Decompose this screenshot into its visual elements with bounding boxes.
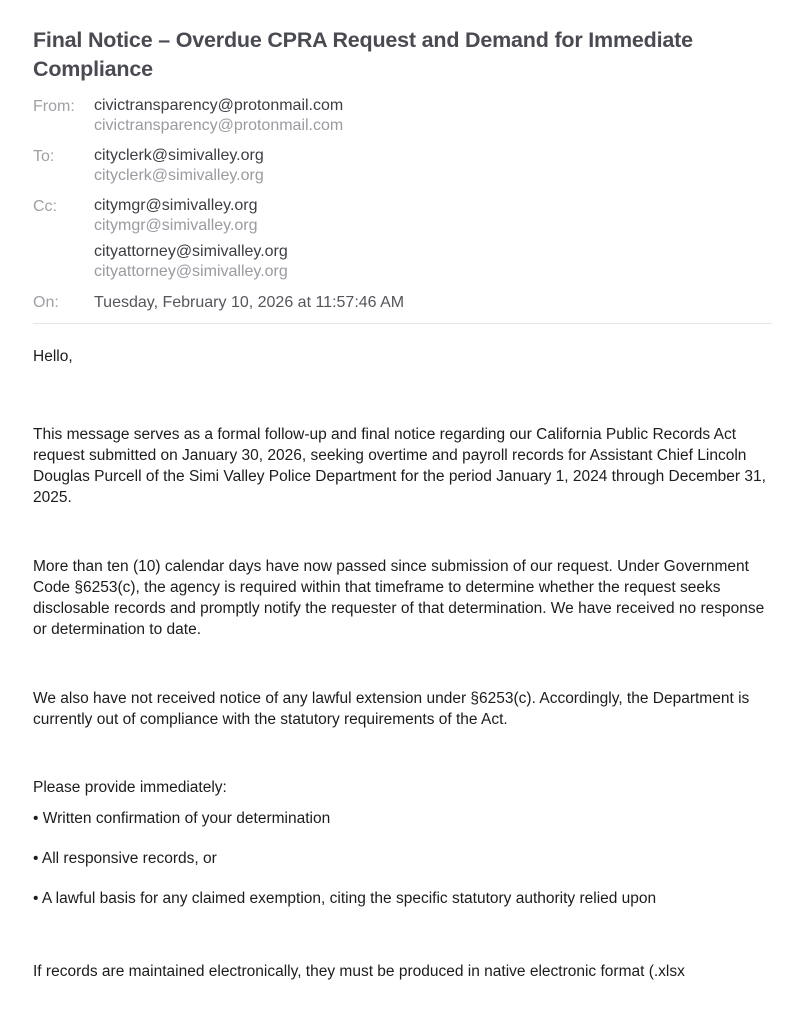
to-row xyxy=(33,146,772,186)
cc-name[interactable]: cityattorney@simivalley.org xyxy=(94,243,288,260)
body-paragraph: We also have not received notice of any lawful extension under §6253(c). Accordingly, the Department is currently out of compliance with the statutory requirements of the Act. xyxy=(33,690,750,728)
sender-name[interactable]: civictransparency@protonmail.com xyxy=(94,97,344,114)
recipient-email: cityclerk@simivalley.org xyxy=(94,167,264,184)
greeting: Hello, xyxy=(33,348,73,365)
recipient-address[interactable] xyxy=(94,146,772,186)
cc-address[interactable] xyxy=(94,196,772,236)
list-item: • All responsive records, or xyxy=(33,850,217,867)
list-item: • A lawful basis for any claimed exemption, citing the specific statutory authority relied upon xyxy=(33,890,657,907)
cc-label: Cc: xyxy=(33,198,57,215)
list-item: • Written confirmation of your determination xyxy=(33,810,331,827)
email-subject: Final Notice – Overdue CPRA Request and Demand for Immediate Compliance xyxy=(33,28,693,81)
date-row xyxy=(33,292,772,313)
to-label: To: xyxy=(33,148,55,165)
email-body xyxy=(33,346,768,982)
sent-date: Tuesday, February 10, 2026 at 11:57:46 AM xyxy=(94,294,405,311)
date-label: On: xyxy=(33,294,59,311)
body-paragraph: More than ten (10) calendar days have now passed since submission of our request. Under Government Code §6253(c), the agency is required within that timeframe to determine whether the request seeks disclosable records and promptly notify the requester of that determination. We have received no response or determination to date. xyxy=(33,558,765,638)
from-row xyxy=(33,96,772,136)
sender-address[interactable] xyxy=(94,96,772,136)
cc-email: cityattorney@simivalley.org xyxy=(94,263,288,280)
cc-name[interactable]: citymgr@simivalley.org xyxy=(94,197,258,214)
body-paragraph: This message serves as a formal follow-up and final notice regarding our California Public Records Act request submitted on January 30, 2026, seeking overtime and payroll records for Assistant Chief Lincoln Douglas Purcell of the Simi Valley Police Department for the period January 1, 2024 through December 31, 2025. xyxy=(33,426,766,506)
list-intro: Please provide immediately: xyxy=(33,779,227,796)
cc-row xyxy=(33,196,772,282)
cc-address[interactable] xyxy=(94,242,772,282)
recipient-name[interactable]: cityclerk@simivalley.org xyxy=(94,147,264,164)
cc-email: citymgr@simivalley.org xyxy=(94,217,258,234)
sender-email: civictransparency@protonmail.com xyxy=(94,117,344,134)
body-paragraph: If records are maintained electronically, they must be produced in native electronic format (.xlsx xyxy=(33,963,685,980)
header-divider xyxy=(33,323,772,324)
from-label: From: xyxy=(33,98,75,115)
